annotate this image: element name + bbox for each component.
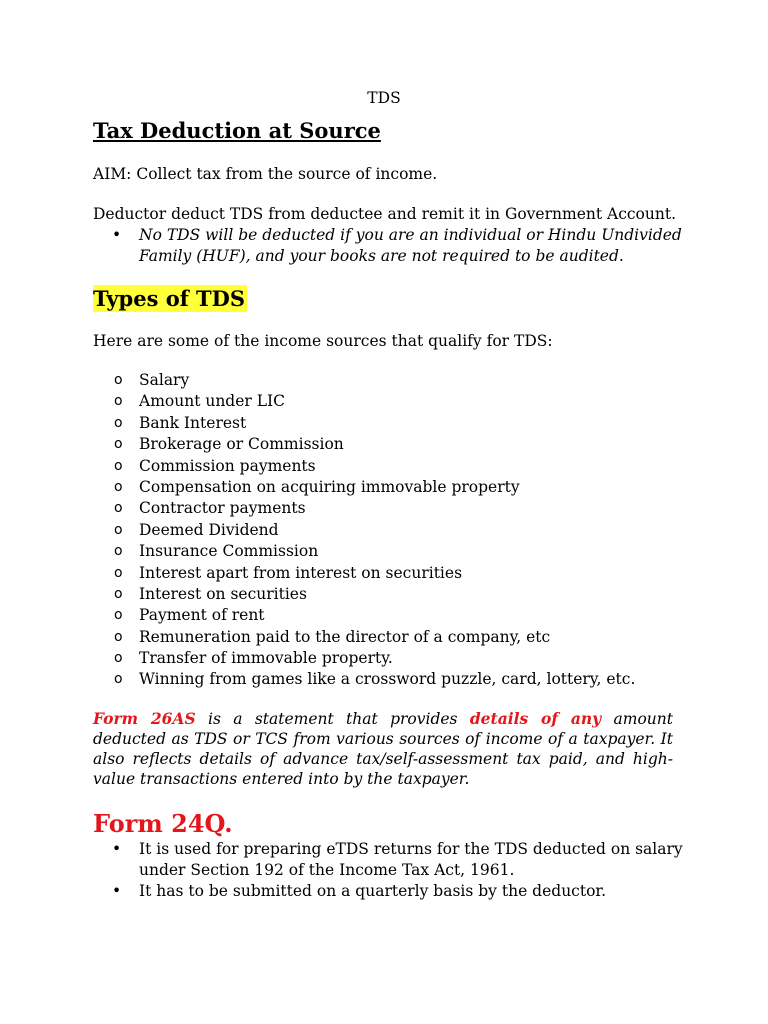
income-source-text: Bank Interest <box>139 413 247 432</box>
income-source-text: Interest on securities <box>139 584 307 603</box>
income-source-text: Remuneration paid to the director of a company, etc <box>139 627 551 646</box>
circle-bullet-icon: o <box>114 650 123 667</box>
circle-bullet-icon: o <box>114 628 123 645</box>
circle-bullet-icon: o <box>114 372 123 388</box>
income-source-text: Compensation on acquiring immovable property <box>139 477 520 496</box>
circle-bullet-icon: o <box>114 414 123 431</box>
income-source-text: Transfer of immovable property. <box>139 649 393 668</box>
form26-name: Form 26AS <box>93 709 196 728</box>
note-list <box>93 225 683 267</box>
income-source-item <box>93 541 635 562</box>
income-source-text: Interest apart from interest on securities <box>139 563 463 582</box>
aim-text: AIM: Collect tax from the source of income. <box>93 165 438 183</box>
form24-item <box>93 881 683 902</box>
main-heading: Tax Deduction at Source <box>93 118 381 143</box>
income-source-item <box>93 391 635 412</box>
income-source-text: Amount under LIC <box>139 392 286 411</box>
income-source-item <box>93 413 635 434</box>
circle-bullet-icon: o <box>114 500 123 517</box>
form24-item-text: It has to be submitted on a quarterly basis by the deductor. <box>139 882 607 900</box>
income-source-item <box>93 669 635 690</box>
form24-heading: Form 24Q. <box>93 809 233 838</box>
bullet-icon: • <box>112 226 122 244</box>
note-item <box>93 225 683 267</box>
form24-item <box>93 839 683 881</box>
income-source-text: Insurance Commission <box>139 542 319 561</box>
income-source-item <box>93 477 635 498</box>
circle-bullet-icon: o <box>114 564 123 581</box>
income-source-item <box>93 434 635 455</box>
circle-bullet-icon: o <box>114 543 123 560</box>
income-source-item <box>93 520 635 541</box>
income-source-text: Contractor payments <box>139 499 306 518</box>
income-source-item <box>93 605 635 626</box>
types-heading: Types of TDS <box>93 286 246 311</box>
income-source-text: Deemed Dividend <box>139 520 279 539</box>
income-source-item <box>93 498 635 519</box>
income-source-text: Payment of rent <box>139 606 265 625</box>
form26-highlight: details of any <box>469 709 602 728</box>
income-source-item <box>93 627 635 648</box>
income-source-item <box>93 456 635 477</box>
circle-bullet-icon: o <box>114 436 123 453</box>
form24-item-text: It is used for preparing eTDS returns for the TDS deducted on salary under Section 192 of the Income Tax Act, 1961. <box>139 840 683 879</box>
bullet-icon: • <box>112 840 122 858</box>
income-source-text: Commission payments <box>139 456 316 475</box>
document-title: TDS <box>367 89 401 107</box>
circle-bullet-icon: o <box>114 478 123 495</box>
form26-text-1: is a statement that provides <box>195 710 470 728</box>
circle-bullet-icon: o <box>114 521 123 538</box>
note-text: No TDS will be deducted if you are an individual or Hindu Undivided Family (HUF), and your books are not required to be audited. <box>139 226 682 265</box>
circle-bullet-icon: o <box>114 457 123 474</box>
intro-text: Here are some of the income sources that qualify for TDS: <box>93 332 553 350</box>
income-source-item <box>93 563 635 584</box>
income-source-item <box>93 370 635 391</box>
bullet-icon: • <box>112 882 122 900</box>
circle-bullet-icon: o <box>114 671 123 688</box>
income-source-text: Brokerage or Commission <box>139 435 344 454</box>
circle-bullet-icon: o <box>114 393 123 410</box>
form24-list <box>93 839 683 902</box>
circle-bullet-icon: o <box>114 607 123 624</box>
form26-text-2: amount deducted as TDS or TCS from various sources of income of a taxpayer. It also reflects details of advance tax/self-assessment tax paid, and high-value transactions entered into by the taxpayer. <box>93 710 673 788</box>
income-sources-list <box>93 370 635 691</box>
deductor-text: Deductor deduct TDS from deductee and remit it in Government Account. <box>93 205 677 223</box>
income-source-item <box>93 648 635 669</box>
circle-bullet-icon: o <box>114 585 123 602</box>
income-source-item <box>93 584 635 605</box>
income-source-text: Salary <box>139 371 190 389</box>
income-source-text: Winning from games like a crossword puzzle, card, lottery, etc. <box>139 670 636 689</box>
form26-paragraph <box>93 709 673 789</box>
